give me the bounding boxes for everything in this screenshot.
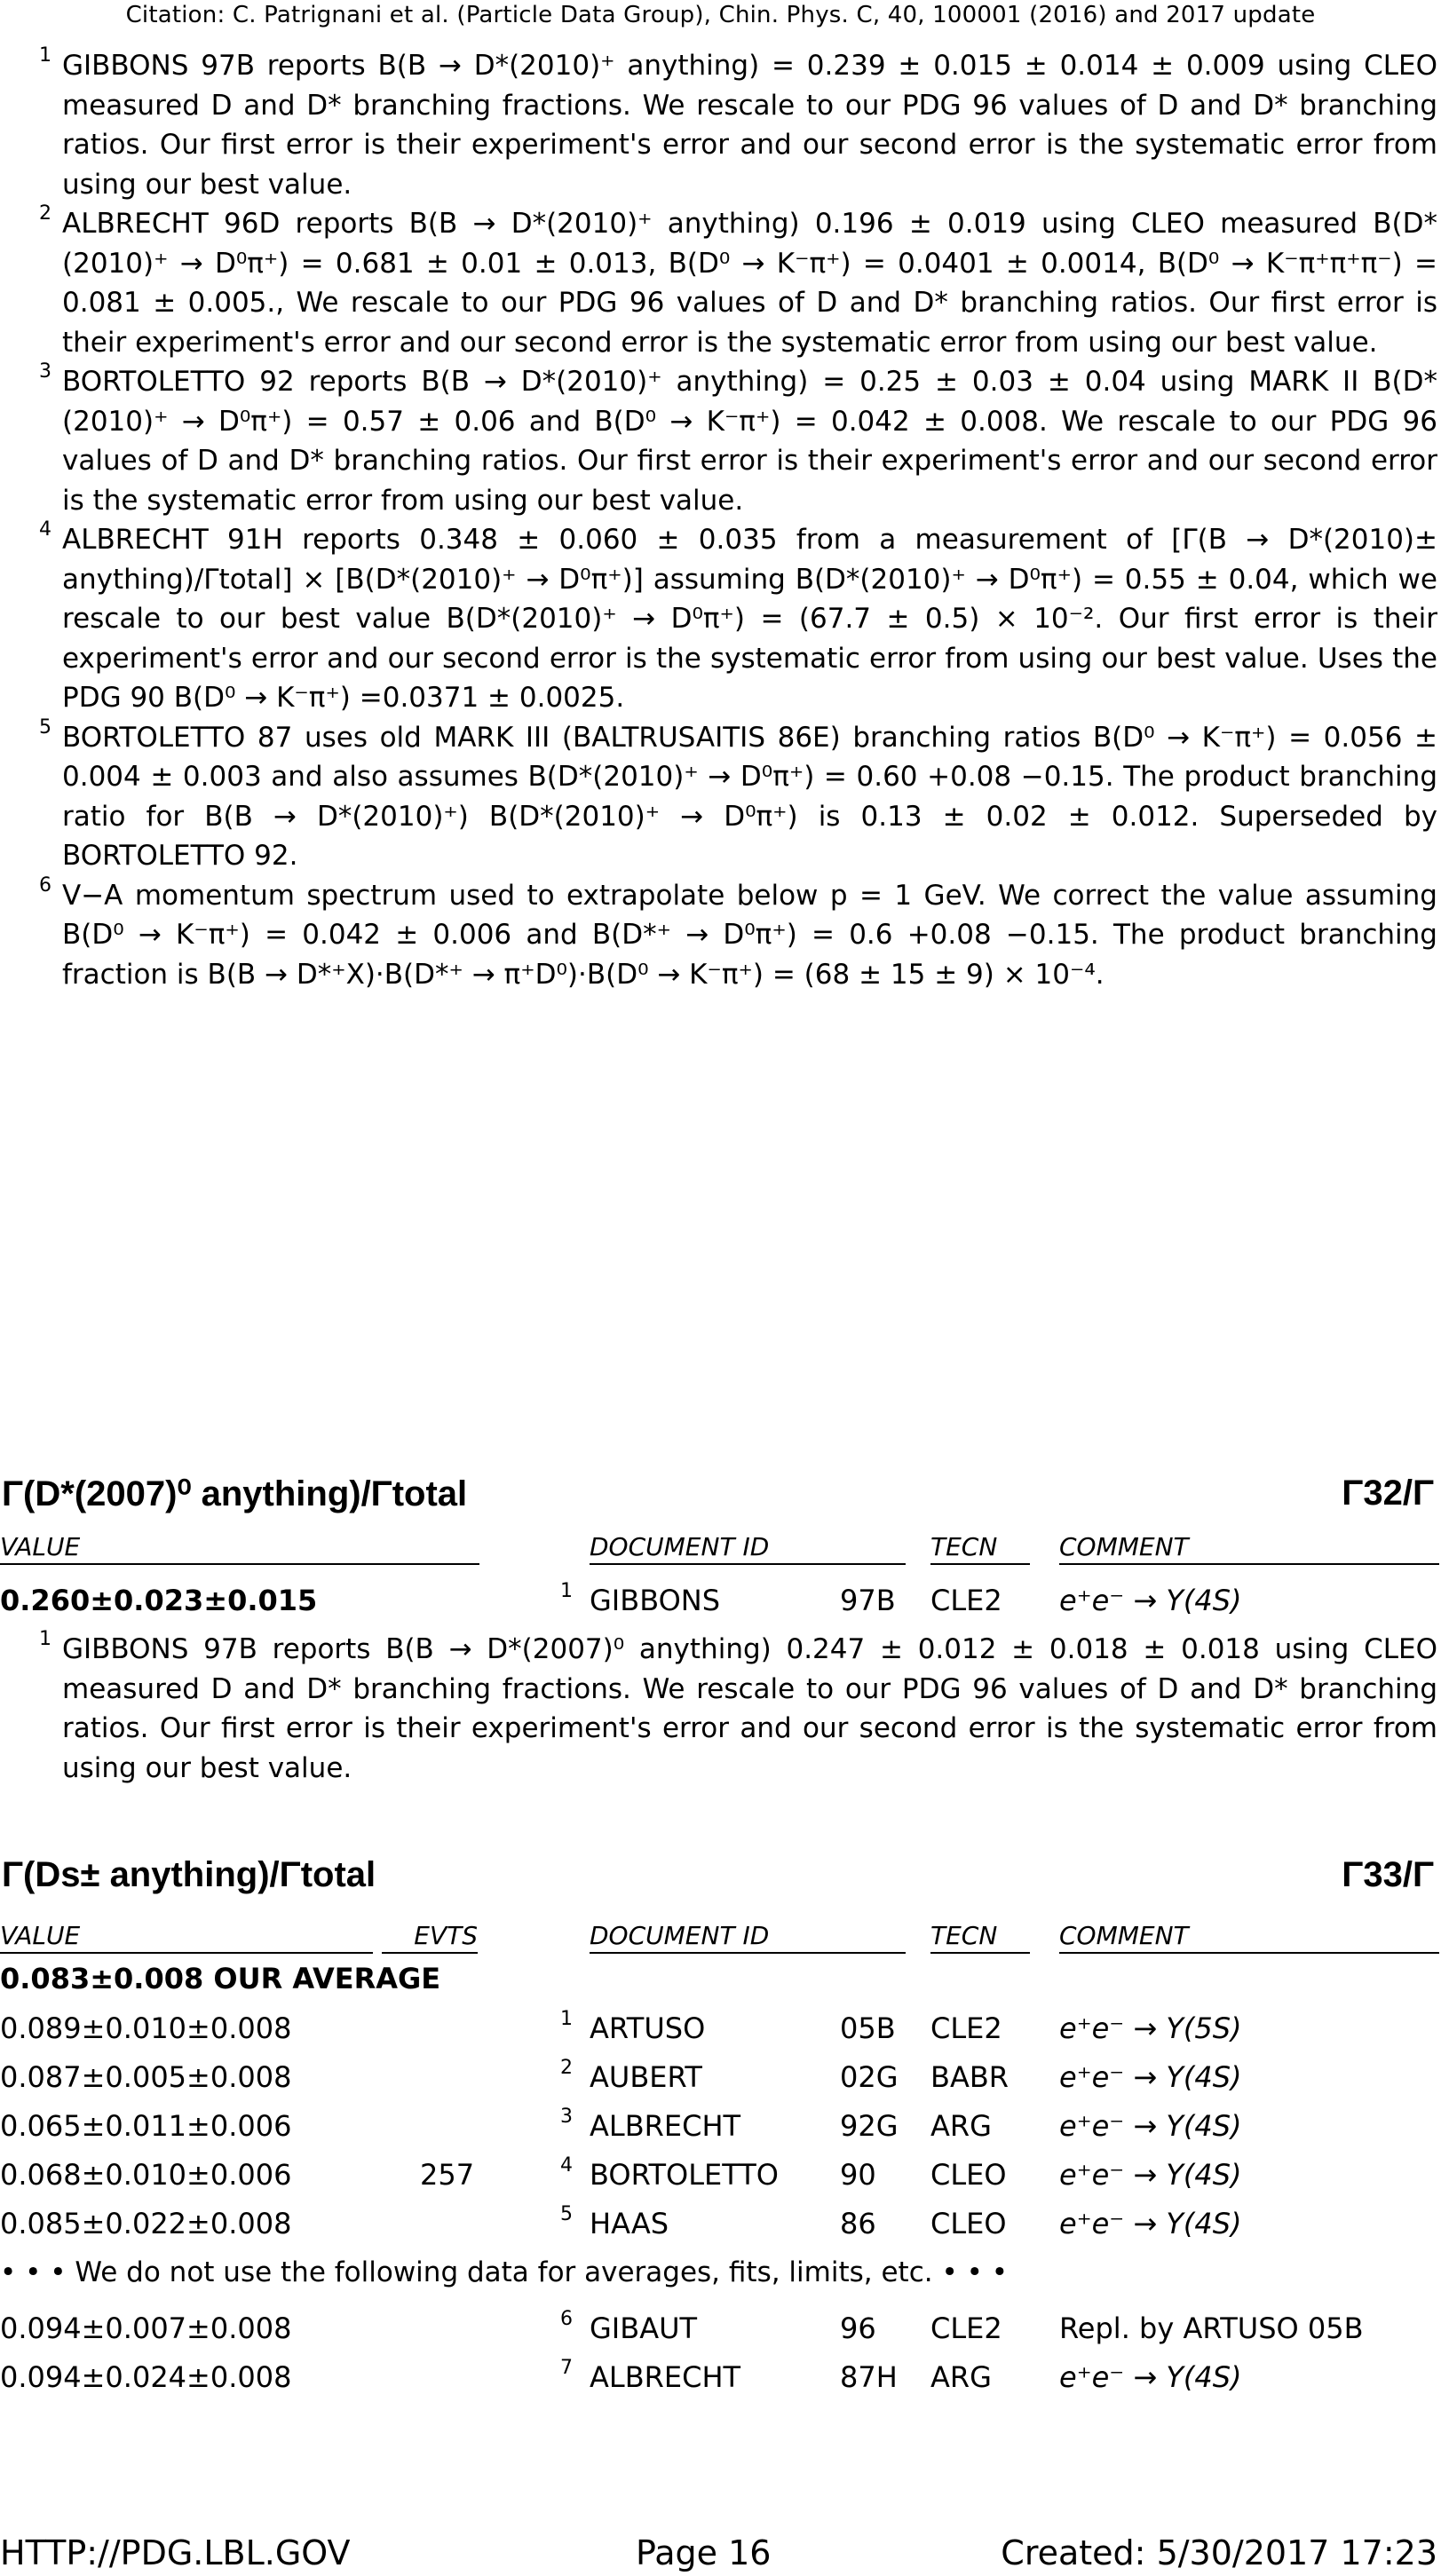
footnote: 2 ALBRECHT 96D reports B(B → D*(2010)⁺ anything) 0.196 ± 0.019 using CLEO measured B(D*(2010)⁺ → D⁰π⁺) = 0.681 ± 0.01 ± 0.013, B(D⁰ → K⁻π⁺) = 0.0401 ± 0.0014, B(D⁰ → K⁻π⁺π⁺π⁻) = 0.081 ± 0.005., We rescale to our PDG 96 values of D and D* branching ratios. Our first error is their experiment's error and our second error is the systematic error from using our best value. — [39, 202, 1437, 359]
not-used-notice: • • • We do not use the following data for averages, fits, limits, etc. • • • — [0, 2256, 1009, 2288]
section-heading: Γ(Ds± anything)/Γtotal — [2, 1855, 376, 1894]
table-row: 0.085±0.022±0.008 5 HAAS 86 CLEO e⁺e⁻ → Υ(4S) — [0, 2203, 1242, 2240]
footnotes-top — [0, 46, 1441, 994]
table-row: 0.087±0.005±0.008 2 AUBERT 02G BABR e⁺e⁻ → Υ(4S) — [0, 2057, 1242, 2094]
footnote: 1 GIBBONS 97B reports B(B → D*(2007)⁰ anything) 0.247 ± 0.012 ± 0.018 ± 0.018 using CLEO measured D and D* branching fractions. We rescale to our PDG 96 values of D and D* branching ratios. Our first error is their experiment's error and our second error is the systematic error from using our best value. — [39, 1628, 1437, 1784]
footer-page-number: Page 16 — [636, 2533, 772, 2572]
col-document-id: DOCUMENT ID — [590, 1921, 906, 1954]
table-header — [0, 1532, 1441, 1568]
table-row: 0.260±0.023±0.015 1 GIBBONS 97B CLE2 e⁺e⁻ → Υ(4S) — [0, 1580, 1242, 1617]
section-heading: Γ(D*(2007)⁰ anything)/Γtotal — [2, 1474, 468, 1513]
citation-header: Citation: C. Patrignani et al. (Particle Data Group), Chin. Phys. C, 40, 100001 (2016) and 2017 update — [125, 2, 1316, 28]
col-value: VALUE — [0, 1532, 479, 1565]
table-row: 0.068±0.010±0.006 257 4 BORTOLETTO 90 CLEO e⁺e⁻ → Υ(4S) — [0, 2154, 1242, 2192]
col-comment: COMMENT — [1059, 1532, 1439, 1565]
col-document-id: DOCUMENT ID — [590, 1532, 906, 1565]
table-row: 0.094±0.007±0.008 6 GIBAUT 96 CLE2 Repl. by ARTUSO 05B — [0, 2308, 1364, 2345]
col-tecn: TECN — [930, 1921, 1030, 1954]
footnotes-gamma32 — [0, 1630, 1441, 1788]
footer-created: Created: 5/30/2017 17:23 — [1001, 2533, 1437, 2572]
section-label: Γ32/Γ — [1342, 1474, 1434, 1513]
page-footer — [0, 2530, 1441, 2576]
col-evts: EVTS — [382, 1921, 478, 1954]
footnote: 3 BORTOLETTO 92 reports B(B → D*(2010)⁺ anything) = 0.25 ± 0.03 ± 0.04 using MARK II B(D*(2010)⁺ → D⁰π⁺) = 0.57 ± 0.06 and B(D⁰ → K⁻π⁺) = 0.042 ± 0.008. We rescale to our PDG 96 values of D and D* branching ratios. Our first error is their experiment's error and our second error is the systematic error from using our best value. — [39, 360, 1437, 517]
table-row: 0.089±0.010±0.008 1 ARTUSO 05B CLE2 e⁺e⁻ → Υ(5S) — [0, 2008, 1242, 2045]
footnote: 5 BORTOLETTO 87 uses old MARK III (BALTRUSAITIS 86E) branching ratios B(D⁰ → K⁻π⁺) = 0.056 ± 0.004 ± 0.003 and also assumes B(D*(2010)⁺ → D⁰π⁺) = 0.60 +0.08 −0.15. The product branching ratio for B(B → D*(2010)⁺) B(D*(2010)⁺ → D⁰π⁺) is 0.13 ± 0.02 ± 0.012. Superseded by BORTOLETTO 92. — [39, 715, 1437, 872]
section-title-gamma33 — [0, 1855, 1441, 1908]
table-row: 0.094±0.024±0.008 7 ALBRECHT 87H ARG e⁺e⁻ → Υ(4S) — [0, 2357, 1242, 2394]
footnote: 4 ALBRECHT 91H reports 0.348 ± 0.060 ± 0.035 from a measurement of [Γ(B → D*(2010)± anything)/Γtotal] × [B(D*(2010)⁺ → D⁰π⁺)] assuming B(D*(2010)⁺ → D⁰π⁺) = 0.55 ± 0.04, which we rescale to our best value B(D*(2010)⁺ → D⁰π⁺) = (67.7 ± 0.5) × 10⁻². Our first error is their experiment's error and our second error is the systematic error from using our best value. Uses the PDG 90 B(D⁰ → K⁻π⁺) =0.0371 ± 0.0025. — [39, 518, 1437, 714]
col-comment: COMMENT — [1059, 1921, 1439, 1954]
table-row: 0.065±0.011±0.006 3 ALBRECHT 92G ARG e⁺e⁻ → Υ(4S) — [0, 2106, 1242, 2143]
footnote: 6 V−A momentum spectrum used to extrapolate below p = 1 GeV. We correct the value assuming B(D⁰ → K⁻π⁺) = 0.042 ± 0.006 and B(D*⁺ → D⁰π⁺) = 0.6 +0.08 −0.15. The product branching fraction is B(B → D*⁺X)·B(D*⁺ → π⁺D⁰)·B(D⁰ → K⁻π⁺) = (68 ± 15 ± 9) × 10⁻⁴. — [39, 873, 1437, 991]
section-title-gamma32 — [0, 1474, 1441, 1527]
section-label: Γ33/Γ — [1342, 1855, 1434, 1894]
footnote: 1 GIBBONS 97B reports B(B → D*(2010)⁺ anything) = 0.239 ± 0.015 ± 0.014 ± 0.009 using CLEO measured D and D* branching fractions. We rescale to our PDG 96 values of D and D* branching ratios. Our first error is their experiment's error and our second error is the systematic error from using our best value. — [39, 44, 1437, 201]
table-header — [0, 1921, 1441, 1956]
footer-url[interactable]: HTTP://PDG.LBL.GOV — [0, 2533, 351, 2572]
col-tecn: TECN — [930, 1532, 1030, 1565]
col-value: VALUE — [0, 1921, 373, 1954]
average-row: 0.083±0.008 OUR AVERAGE — [0, 1962, 441, 1995]
